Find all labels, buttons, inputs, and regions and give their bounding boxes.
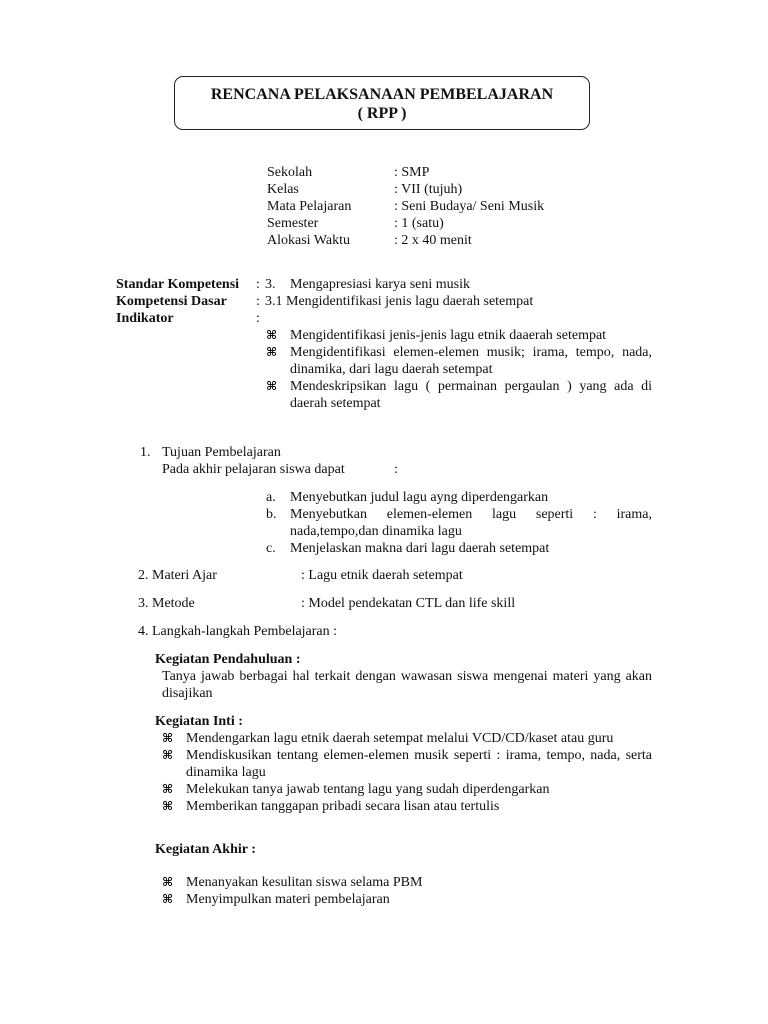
command-bullet-icon: ⌘ [162, 748, 174, 762]
tujuan-item: Menyebutkan elemen-elemen lagu seperti : irama, nada,tempo,dan dinamika lagu [290, 507, 652, 539]
list-letter: a. [266, 490, 276, 505]
command-bullet-icon: ⌘ [162, 892, 174, 906]
indikator-item: Mendeskripsikan lagu ( permainan pergaulan ) yang ada di daerah setempat [290, 379, 652, 411]
document-title: RENCANA PELAKSANAAN PEMBELAJARAN [210, 86, 554, 103]
list-item [162, 891, 652, 908]
list-letter: c. [266, 541, 276, 556]
identity-row [267, 198, 597, 215]
kompetensi-dasar-value: 3.1 Mengidentifikasi jenis lagu daerah setempat [265, 294, 534, 309]
list-item [266, 378, 652, 412]
command-bullet-icon: ⌘ [162, 782, 174, 796]
identity-row [267, 232, 597, 249]
indikator-colon: : [256, 311, 260, 326]
list-item [162, 781, 652, 798]
document-title-box [174, 76, 590, 130]
langkah-label: 4. Langkah-langkah Pembelajaran : [138, 624, 338, 639]
inti-heading: Kegiatan Inti : [155, 714, 243, 729]
inti-list [162, 730, 652, 815]
tujuan-item: Menyebutkan judul lagu ayng diperdengarkan [290, 490, 549, 505]
materi-label: 2. Materi Ajar [138, 568, 217, 583]
inti-item: Mendiskusikan tentang elemen-elemen musik seperti : irama, tempo, nada, serta dinamika lagu [186, 748, 652, 780]
indikator-list [266, 327, 652, 412]
metode-label: 3. Metode [138, 596, 195, 611]
list-item [266, 327, 652, 344]
command-bullet-icon: ⌘ [266, 328, 278, 342]
command-bullet-icon: ⌘ [266, 379, 278, 393]
pendahuluan-heading: Kegiatan Pendahuluan : [155, 652, 301, 667]
identity-table [267, 164, 597, 249]
identity-label: Semester [267, 216, 319, 231]
tujuan-intro-colon: : [394, 462, 398, 477]
akhir-heading: Kegiatan Akhir : [155, 842, 256, 857]
list-item [266, 344, 652, 378]
identity-value: : Seni Budaya/ Seni Musik [394, 199, 545, 214]
command-bullet-icon: ⌘ [266, 345, 278, 359]
inti-item: Mendengarkan lagu etnik daerah setempat melalui VCD/CD/kaset atau guru [186, 731, 614, 746]
list-item [162, 798, 652, 815]
standar-kompetensi-number: 3. [265, 277, 276, 292]
list-letter: b. [266, 507, 277, 522]
indikator-item: Mengidentifikasi jenis-jenis lagu etnik daaerah setempat [290, 328, 607, 343]
tujuan-item: Menjelaskan makna dari lagu daerah setempat [290, 541, 550, 556]
identity-value: : VII (tujuh) [394, 182, 463, 197]
identity-row [267, 164, 597, 181]
document-subtitle: ( RPP ) [357, 105, 407, 122]
list-item [162, 730, 652, 747]
identity-row [267, 215, 597, 232]
akhir-list [162, 874, 652, 908]
indikator-label: Indikator [116, 311, 174, 326]
command-bullet-icon: ⌘ [162, 731, 174, 745]
command-bullet-icon: ⌘ [162, 875, 174, 889]
list-item [162, 874, 652, 891]
list-item [266, 489, 652, 506]
list-item [266, 540, 652, 557]
list-item [162, 747, 652, 781]
tujuan-heading: Tujuan Pembelajaran [162, 445, 281, 460]
akhir-item: Menyimpulkan materi pembelajaran [186, 892, 390, 907]
akhir-item: Menanyakan kesulitan siswa selama PBM [186, 875, 423, 890]
command-bullet-icon: ⌘ [162, 799, 174, 813]
identity-value: : 2 x 40 menit [394, 233, 472, 248]
standar-kompetensi-colon: : [256, 277, 260, 292]
identity-row [267, 181, 597, 198]
kompetensi-dasar-label: Kompetensi Dasar [116, 294, 227, 309]
inti-item: Melekukan tanya jawab tentang lagu yang sudah diperdengarkan [186, 782, 550, 797]
tujuan-intro: Pada akhir pelajaran siswa dapat [162, 462, 345, 477]
tujuan-list [266, 489, 652, 557]
standar-kompetensi-value: Mengapresiasi karya seni musik [290, 277, 471, 292]
identity-label: Sekolah [267, 165, 313, 180]
identity-label: Alokasi Waktu [267, 233, 350, 248]
identity-value: : SMP [394, 165, 430, 180]
inti-item: Memberikan tanggapan pribadi secara lisan atau tertulis [186, 799, 500, 814]
identity-value: : 1 (satu) [394, 216, 444, 231]
indikator-item: Mengidentifikasi elemen-elemen musik; irama, tempo, nada, dinamika, dari lagu daerah setempat [290, 345, 652, 377]
pendahuluan-text: Tanya jawab berbagai hal terkait dengan wawasan siswa mengenai materi yang akan disajikan [162, 669, 652, 701]
identity-label: Mata Pelajaran [267, 199, 352, 214]
standar-kompetensi-label: Standar Kompetensi [116, 277, 240, 292]
materi-value: : Lagu etnik daerah setempat [301, 568, 463, 583]
metode-value: : Model pendekatan CTL dan life skill [301, 596, 516, 611]
tujuan-number: 1. [140, 445, 151, 460]
kompetensi-dasar-colon: : [256, 294, 260, 309]
list-item [266, 506, 652, 540]
identity-label: Kelas [267, 182, 299, 197]
